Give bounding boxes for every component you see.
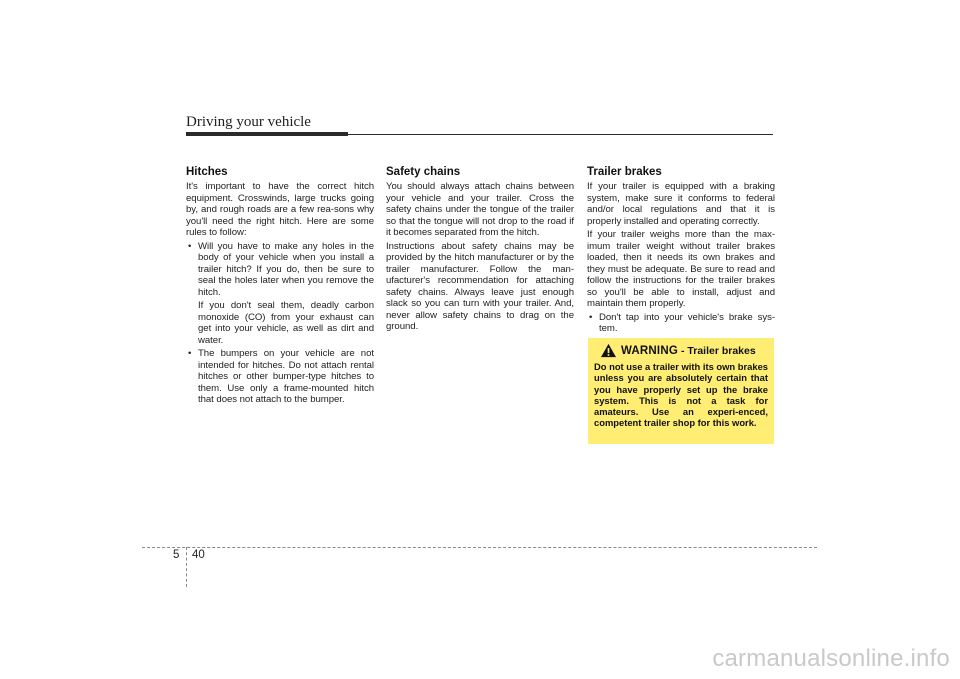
hitches-bullet-1-cont: If you don't seal them, deadly carbon monoxide (CO) from your exhaust can get into your vehicle, as well as dirt and water.: [198, 300, 374, 346]
watermark-text: carmanualsonline.info: [712, 645, 950, 672]
hitches-bullet-list: [186, 241, 374, 406]
list-item: [186, 241, 374, 347]
trailer-brakes-p2: If your trailer weighs more than the max-imum trailer weight without trailer brakes loaded, then it needs its own brakes and they must be adequate. Be sure to read and follow the instructions for the trailer brakes so you'll be able to install, adjust and maintain them properly.: [587, 229, 775, 309]
column-safety-chains: [386, 166, 574, 335]
footer-dashed-separator: [186, 547, 187, 587]
column-hitches: [186, 166, 374, 408]
footer-dashed-rule: [142, 547, 817, 548]
warning-subtitle: - Trailer brakes: [680, 344, 756, 357]
warning-header: [600, 343, 768, 358]
bullet-dot: •: [188, 240, 192, 252]
section-header-title: Driving your vehicle: [186, 114, 311, 130]
warning-triangle-icon: [600, 343, 617, 358]
warning-box: [588, 338, 774, 444]
heading-hitches: Hitches: [186, 166, 228, 178]
list-item: [186, 348, 374, 406]
trailer-brakes-p1: If your trailer is equipped with a braking system, make sure it conforms to federal and/or local regulations and that it is properly installed and operating correctly.: [587, 181, 775, 227]
hitches-bullet-2: The bumpers on your vehicle are not intended for hitches. Do not attach rental hitches or other bumper-type hitches to them. Use only a frame-mounted hitch that does not attach to the bumper.: [198, 348, 374, 405]
chapter-number: 5: [173, 549, 180, 561]
bullet-dot: •: [188, 348, 192, 359]
trailer-brakes-bullet-list: [587, 312, 775, 335]
bullet-dot: •: [589, 311, 593, 323]
heading-safety-chains: Safety chains: [386, 166, 461, 178]
trailer-brakes-bullet-1: Don't tap into your vehicle's brake sys-tem.: [599, 311, 775, 334]
safety-chains-p1: You should always attach chains between your vehicle and your trailer. Cross the safety chains under the tongue of the trailer so that the tongue will not drop to the road if it becomes separated from the hitch.: [386, 181, 574, 238]
hitches-intro: It's important to have the correct hitch equipment. Crosswinds, large trucks going by, and rough roads are a few rea-sons why you'll need the right hitch. Here are some rules to follow:: [186, 181, 374, 238]
warning-label: WARNING: [621, 344, 678, 357]
warning-body: Do not use a trailer with its own brakes unless you are absolutely certain that you have properly set up the brake system. This is not a task for amateurs. Use an experi-enced, competent trailer shop for this work.: [594, 361, 768, 429]
list-item: [587, 312, 775, 335]
header-thin-rule: [186, 134, 773, 135]
safety-chains-p2: Instructions about safety chains may be provided by the hitch manufacturer or by the trailer manufacturer. Follow the man-ufacturer's recommendation for attaching safety chains. Always leave just enough slack so you can turn with your trailer. And, never allow safety chains to drag on the ground.: [386, 240, 574, 332]
page-number: 40: [192, 549, 205, 561]
column-trailer-brakes: [587, 166, 775, 337]
hitches-bullet-1: Will you have to make any holes in the body of your vehicle when you install a trailer hitch? If you do, then be sure to seal the holes later when you remove the hitch.: [198, 240, 374, 298]
heading-trailer-brakes: Trailer brakes: [587, 166, 662, 178]
